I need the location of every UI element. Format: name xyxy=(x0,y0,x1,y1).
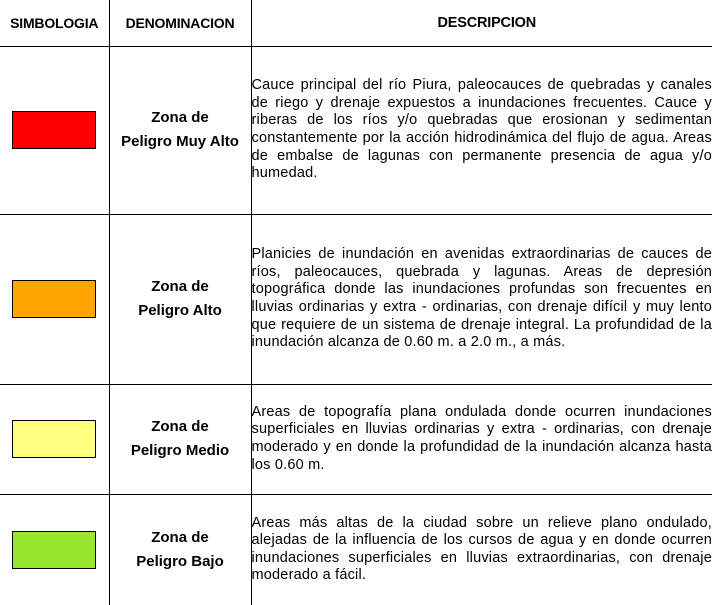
zone-description: Areas de topografía plana ondulada donde ocurren inundaciones superficiales en lluvias ordinarias y extra - ordinarias, con drenaje moderado y en donde la profundidad de la inundación alcanza hasta los 0.60 m. xyxy=(251,384,712,494)
zone-description: Planicies de inundación en avenidas extraordinarias de cauces de ríos, paleocauces, quebrada y lagunas. Areas de depresión topográfica donde las inundaciones profundas son frecuentes en lluvias ordinarias y extra - ordinarias, con drenaje difícil y muy lento que requiere de un sistema de drenaje integral. La profundidad de la inundación alcanza de 0.60 m. a 2.0 m., a más. xyxy=(251,214,712,384)
zone-name-line2: Peligro Bajo xyxy=(136,552,224,570)
header-symbol: SIMBOLOGIA xyxy=(0,0,109,46)
table-row xyxy=(0,46,712,214)
color-swatch xyxy=(12,111,96,149)
zone-description: Areas más altas de la ciudad sobre un relieve plano ondulado, alejadas de la influencia de los cursos de agua y en donde ocurren inundaciones superficiales en lluvias extraordinarias, con drenaje moderado a fácil. xyxy=(251,494,712,605)
symbol-cell xyxy=(0,214,109,384)
symbol-cell xyxy=(0,494,109,605)
color-swatch xyxy=(12,531,96,569)
header-description: DESCRIPCION xyxy=(251,0,712,46)
table-row xyxy=(0,494,712,605)
zone-name-cell xyxy=(109,214,251,384)
table-row xyxy=(0,384,712,494)
header-row xyxy=(0,0,712,46)
zone-name-line1: Zona de xyxy=(151,418,209,435)
symbol-cell xyxy=(0,46,109,214)
zone-name-line2: Peligro Muy Alto xyxy=(121,133,239,150)
zone-description: Cauce principal del río Piura, paleocauces de quebradas y canales de riego y drenaje expuestos a inundaciones frecuentes. Cauce y riberas de los ríos y/o quebradas que erosionan y sedimentan constantemente por la acción hidrodinámica del flujo de agua. Areas de embalse de lagunas con permanente presencia de agua y/o humedad. xyxy=(251,46,712,214)
table-row xyxy=(0,214,712,384)
zone-name-cell xyxy=(109,494,251,605)
zone-name-line2: Peligro Medio xyxy=(130,442,230,459)
zone-name-line1: Zona de xyxy=(151,278,209,295)
zone-name-line1: Zona de xyxy=(151,528,209,546)
zone-name-line1: Zona de xyxy=(151,109,209,126)
zone-name-cell xyxy=(109,384,251,494)
zone-name-line2: Peligro Alto xyxy=(138,302,222,319)
symbol-cell xyxy=(0,384,109,494)
zone-name-cell xyxy=(109,46,251,214)
color-swatch xyxy=(12,420,96,458)
color-swatch xyxy=(12,280,96,318)
header-name: DENOMINACION xyxy=(109,0,251,46)
